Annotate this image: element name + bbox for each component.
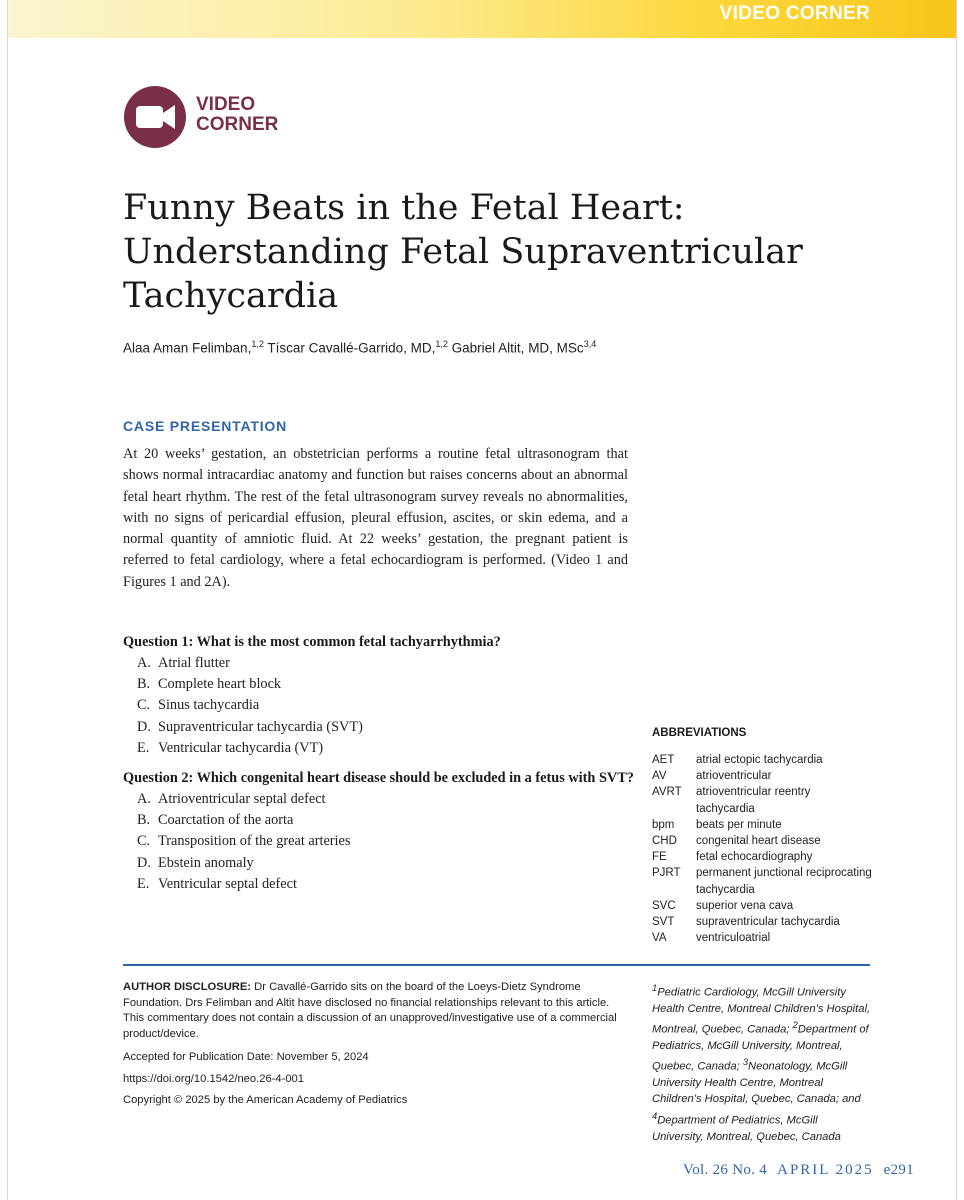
abbreviation-value: congenital heart disease — [696, 835, 821, 848]
affiliation-text: Department of Pediatrics, McGill University, Montreal, Quebec, Canada; — [652, 1023, 869, 1074]
option-item — [137, 655, 363, 676]
option-item — [137, 855, 350, 876]
affiliation-text: Department of Pediatrics, McGill University, Montreal, Quebec, Canada — [652, 1114, 841, 1143]
abbreviations-list — [652, 752, 872, 946]
affiliation-sup: 4 — [652, 1110, 658, 1121]
disclosure-label: AUTHOR DISCLOSURE: — [123, 981, 252, 993]
page-right-border — [956, 0, 957, 1200]
option-item — [137, 697, 363, 718]
abbreviation-value: atrioventricular — [696, 770, 772, 783]
option-text: Sinus tachycardia — [158, 697, 260, 714]
abbreviation-row — [652, 833, 872, 849]
abbreviation-value: fetal echocardiography — [696, 851, 813, 864]
option-item — [137, 791, 350, 812]
abbreviation-row — [652, 865, 872, 897]
option-item — [137, 812, 350, 833]
author-line — [123, 339, 743, 356]
option-letter: E. — [137, 875, 150, 892]
author-affiliation-sup: 3,4 — [583, 339, 597, 349]
abbreviation-row — [652, 898, 872, 914]
page-left-border — [7, 0, 8, 1200]
option-letter: C. — [137, 833, 151, 850]
abbreviation-key: AET — [652, 754, 675, 766]
abbreviations-heading: ABBREVIATIONS — [652, 727, 747, 739]
abbreviation-row — [652, 752, 872, 768]
abbreviation-key: FE — [652, 851, 667, 864]
accepted-date: Accepted for Publication Date: November 5, 2024 — [123, 1051, 369, 1063]
affiliation-text: Pediatric Cardiology, McGill University Health Centre, Montreal Children’s Hospital, Montreal, Quebec, Canada; — [652, 986, 871, 1036]
logo-line-2: CORNER — [196, 114, 279, 135]
option-text: Atrioventricular septal defect — [158, 791, 326, 807]
abbreviation-value: atrial ectopic tachycardia — [696, 754, 823, 766]
option-text: Transposition of the great arteries — [158, 833, 351, 850]
page-number: e291 — [883, 1162, 914, 1178]
option-letter: B. — [137, 676, 151, 693]
option-item — [137, 719, 363, 740]
option-item — [137, 740, 363, 761]
abbreviation-row — [652, 930, 872, 946]
abbreviation-key: CHD — [652, 835, 677, 848]
option-letter: E. — [137, 739, 150, 756]
abbreviation-key: VA — [652, 932, 667, 945]
option-letter: C. — [137, 697, 151, 714]
footer-divider — [123, 964, 870, 966]
question-1-options — [137, 655, 363, 761]
author-name: Alaa Aman Felimban, — [123, 340, 252, 356]
option-letter: A. — [137, 791, 151, 807]
author-name: Tíscar Cavallé-Garrido, MD, — [263, 340, 436, 356]
doi-link[interactable]: https://doi.org/10.1542/neo.26-4-001 — [123, 1072, 304, 1085]
abbreviation-value: permanent junctional reciprocating tachycardia — [696, 867, 872, 896]
abbreviation-value: beats per minute — [696, 818, 782, 831]
abbreviation-row — [652, 768, 872, 784]
abbreviation-value: superior vena cava — [696, 899, 794, 912]
option-item — [137, 676, 363, 697]
affiliation-sup: 3 — [742, 1057, 749, 1068]
option-text: Complete heart block — [158, 676, 282, 693]
abbreviation-value: ventriculoatrial — [696, 932, 771, 945]
abbreviation-key: AV — [652, 770, 667, 783]
affiliation-sup: 1 — [652, 983, 658, 993]
question-2-prompt: Question 2: Which congenital heart disease should be excluded in a fetus with SVT? — [123, 770, 634, 786]
abbreviation-key: AVRT — [652, 786, 682, 799]
header-band-label: VIDEO CORNER — [719, 3, 870, 24]
article-title: Funny Beats in the Fetal Heart: Understanding Fetal Supraventricular Tachycardia — [123, 188, 803, 316]
option-letter: B. — [137, 812, 151, 829]
question-1-prompt: Question 1: What is the most common fetal tachyarrhythmia? — [123, 634, 501, 650]
header-band — [8, 0, 956, 38]
option-letter: D. — [137, 718, 151, 735]
logo-line-1: VIDEO — [196, 94, 256, 115]
case-presentation-heading: CASE PRESENTATION — [123, 418, 287, 434]
abbreviation-key: SVC — [652, 899, 676, 912]
option-text: Coarctation of the aorta — [158, 812, 294, 829]
video-corner-logo-text — [196, 95, 278, 135]
disclosure-text: Dr Cavallé-Garrido sits on the board of the Loeys-Dietz Syndrome Foundation. Drs Felimban and Altit have disclosed no financial relationships relevant to this article. This commentary does not contain a discussion of an unapproved/investigative use of a commercial product/device. — [123, 981, 617, 1040]
abbreviation-key: PJRT — [652, 867, 681, 880]
option-text: Atrial flutter — [158, 655, 230, 671]
affiliation-sup: 2 — [792, 1020, 798, 1031]
abbreviation-row — [652, 849, 872, 865]
affiliations — [652, 980, 872, 1145]
author-name: Gabriel Altit, MD, MSc — [447, 340, 584, 356]
abbreviation-value: atrioventricular reentry tachycardia — [696, 786, 811, 815]
video-camera-icon — [123, 85, 187, 149]
volume-issue: Vol. 26 No. 4 — [683, 1162, 768, 1178]
option-text: Ventricular septal defect — [158, 875, 297, 892]
question-2-options — [137, 791, 350, 897]
option-letter: A. — [137, 655, 151, 671]
footer-disclosure-block — [123, 980, 618, 1115]
option-text: Supraventricular tachycardia (SVT) — [158, 718, 363, 735]
option-item — [137, 876, 350, 897]
case-presentation-text: At 20 weeks’ gestation, an obstetrician performs a routine fetal ultrasonogram that shows normal intracardiac anatomy and function but raises concerns about an abnormal fetal heart rhythm. The rest of the fetal ultrasonogram survey reveals no abnormalities, with no signs of pericardial effusion, pleural effusion, ascites, or skin edema, and a normal quantity of amniotic fluid. At 22 weeks’ gestation, the pregnant patient is referred to fetal cardiology, where a fetal echocardiogram is performed. (Video 1 and Figures 1 and 2A). — [123, 446, 628, 590]
author-affiliation-sup: 1,2 — [251, 339, 264, 349]
issue-month: APRIL 2025 — [777, 1162, 874, 1178]
copyright: Copyright © 2025 by the American Academy of Pediatrics — [123, 1094, 408, 1106]
author-affiliation-sup: 1,2 — [435, 339, 448, 349]
author-disclosure — [123, 980, 618, 1042]
abbreviation-row — [652, 817, 872, 833]
abbreviation-key: bpm — [652, 818, 675, 831]
option-text: Ebstein anomaly — [158, 854, 254, 871]
affiliation-text: Neonatology, McGill University Health Centre, Montreal Children’s Hospital, Quebec, Canada; and — [652, 1061, 861, 1106]
option-letter: D. — [137, 854, 151, 871]
option-item — [137, 833, 350, 854]
abbreviation-row — [652, 914, 872, 930]
abbreviation-key: SVT — [652, 916, 675, 929]
abbreviation-row — [652, 784, 872, 816]
option-text: Ventricular tachycardia (VT) — [158, 739, 324, 756]
abbreviation-value: supraventricular tachycardia — [696, 916, 840, 929]
page-footer — [683, 1162, 914, 1179]
